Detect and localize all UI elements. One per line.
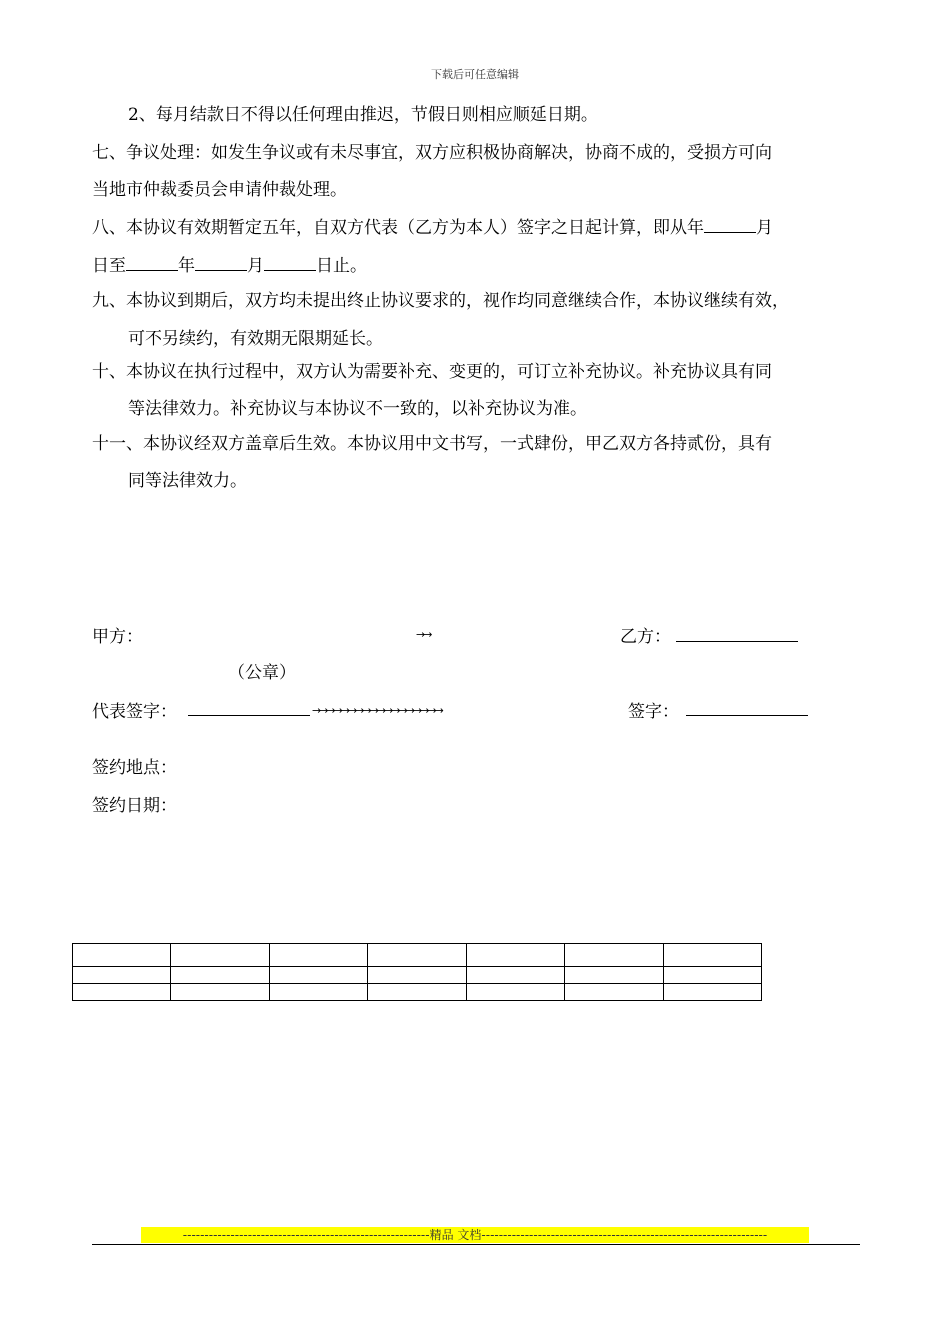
table-row: [73, 984, 762, 1001]
table-cell: [663, 967, 761, 984]
table-cell: [368, 967, 466, 984]
party-b-label: 乙方：: [620, 627, 671, 647]
table-cell: [466, 944, 564, 967]
party-b-signature-line[interactable]: [676, 640, 798, 642]
table-cell: [269, 984, 367, 1001]
table-cell: [368, 984, 466, 1001]
start-blank[interactable]: [126, 254, 178, 271]
table-row: [73, 967, 762, 984]
party-a-label: 甲方：: [92, 627, 143, 647]
rep-sign-label: 代表签字：: [92, 702, 177, 722]
table-cell: [171, 967, 269, 984]
clause-8-line-2: [92, 247, 867, 285]
table-cell: [565, 967, 663, 984]
table-cell: [565, 944, 663, 967]
clause-8-text-b: 月: [756, 218, 773, 238]
header-note: 下载后可任意编辑: [431, 68, 519, 81]
clause-10-line-2: 等法律效力。补充协议与本协议不一致的，以补充协议为准。: [128, 399, 587, 419]
sign-date-label: 签约日期：: [92, 796, 177, 816]
table-cell: [73, 984, 171, 1001]
seal-label: （公章）: [228, 663, 296, 683]
end-month-blank[interactable]: [264, 254, 316, 271]
clause-7-line-1: 七、争议处理：如发生争议或有未尽事宜，双方应积极协商解决，协商不成的，受损方可向: [92, 143, 772, 163]
footer-highlight-bar: ---------------------------------------------------------精品 文档------------------------------------------------------------------: [141, 1227, 809, 1243]
clause-8-text-d: 年: [178, 256, 195, 276]
blank-table: [72, 943, 762, 1001]
table-cell: [466, 984, 564, 1001]
clause-10-line-1: 十、本协议在执行过程中，双方认为需要补充、变更的，可订立补充协议。补充协议具有同: [92, 362, 772, 382]
table-cell: [73, 944, 171, 967]
year-blank[interactable]: [704, 216, 756, 233]
clause-text: 2、每月结款日不得以任何理由推迟，节假日则相应顺延日期。: [128, 105, 598, 125]
table-cell: [269, 967, 367, 984]
table-cell: [663, 944, 761, 967]
arrow-marks: →→: [416, 628, 431, 641]
arrow-marks-row: →→→→→→→→→→→→→→→→→→: [312, 704, 442, 717]
clause-11-line-1: 十一、本协议经双方盖章后生效。本协议用中文书写，一式肆份，甲乙双方各持贰份，具有: [92, 434, 772, 454]
table-cell: [466, 967, 564, 984]
clause-9-line-1: 九、本协议到期后，双方均未提出终止协议要求的，视作均同意继续合作，本协议继续有效，: [92, 291, 789, 311]
sign-label: 签字：: [628, 702, 679, 722]
table-cell: [269, 944, 367, 967]
table-row: [73, 944, 762, 967]
rep-signature-line[interactable]: [188, 714, 310, 716]
table-cell: [565, 984, 663, 1001]
table-cell: [171, 944, 269, 967]
clause-8-text-c: 日至: [92, 256, 126, 276]
clause-8-text-e: 月: [247, 256, 264, 276]
table-cell: [368, 944, 466, 967]
clause-2-line-1: [92, 96, 867, 134]
clause-8-line-1: [92, 209, 867, 247]
end-year-blank[interactable]: [195, 254, 247, 271]
footer-rule: [92, 1244, 860, 1245]
table-cell: [73, 967, 171, 984]
clause-9-line-2: 可不另续约，有效期无限期延长。: [128, 329, 383, 349]
table-cell: [171, 984, 269, 1001]
clause-7-line-2: 当地市仲裁委员会申请仲裁处理。: [92, 180, 347, 200]
clause-8-text-f: 日止。: [316, 256, 367, 276]
sign-place-label: 签约地点：: [92, 758, 177, 778]
clause-11-line-2: 同等法律效力。: [128, 471, 247, 491]
clause-8-text-a: 八、本协议有效期暂定五年，自双方代表（乙方为本人）签字之日起计算，即从年: [92, 218, 704, 238]
party-b-sign-line[interactable]: [686, 714, 808, 716]
table-cell: [663, 984, 761, 1001]
